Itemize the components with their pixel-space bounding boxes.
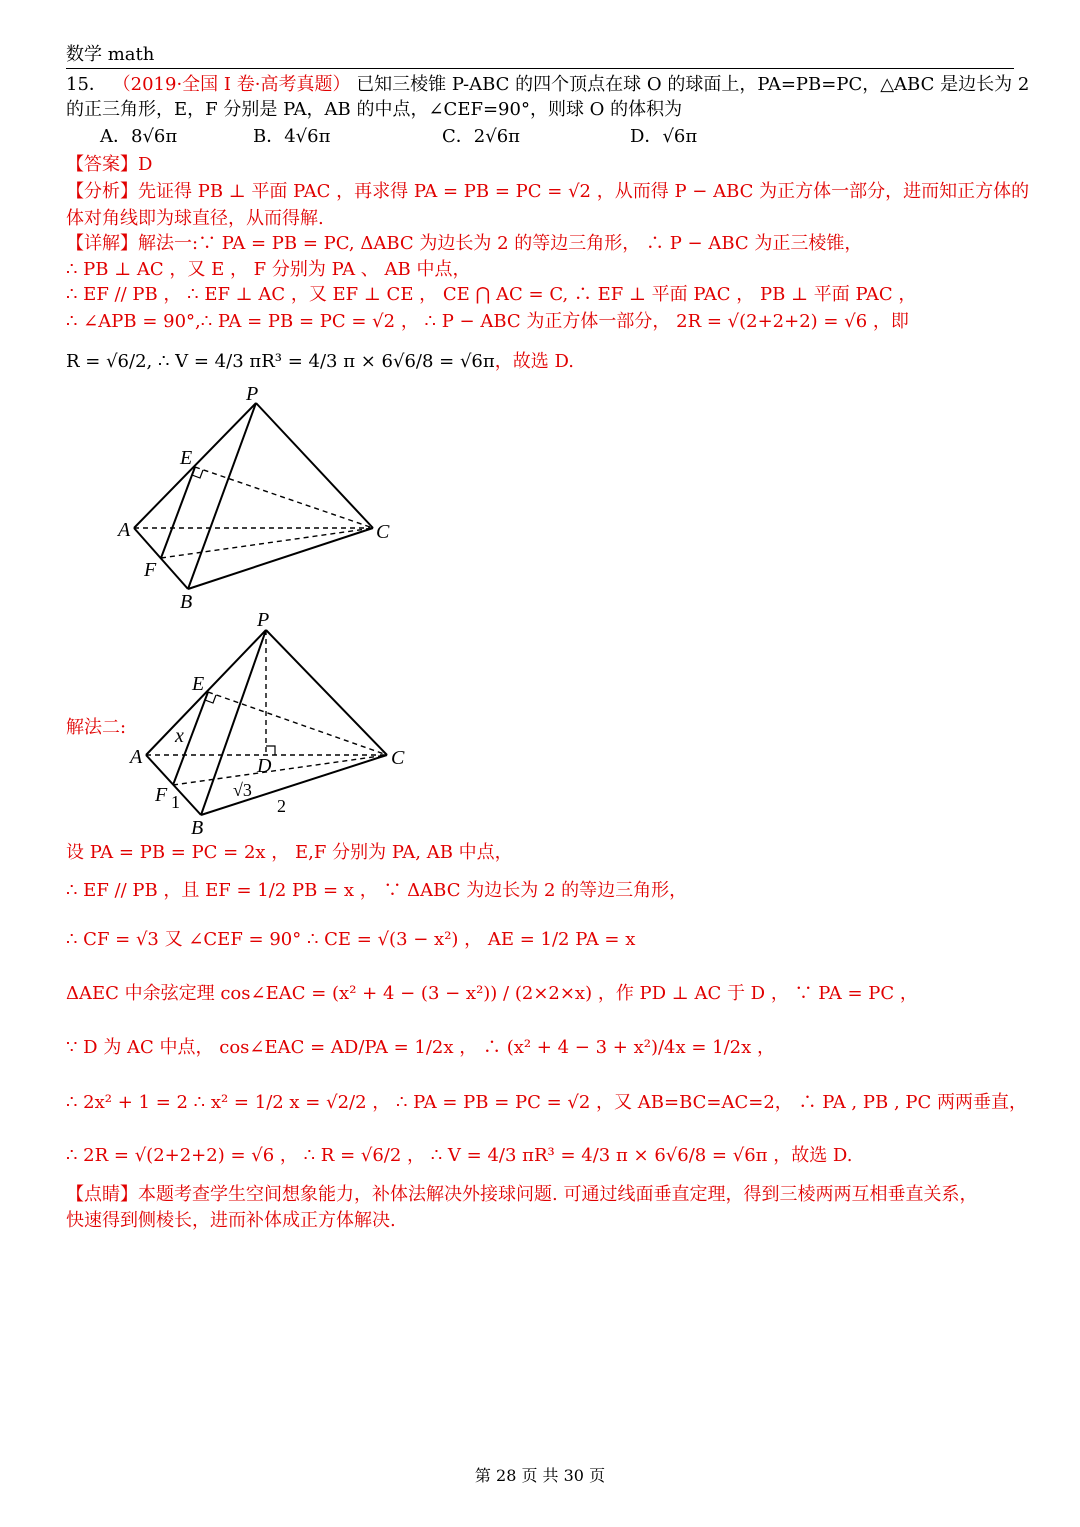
- comment-line-2: 快速得到侧棱长，进而补体成正方体解决.: [66, 1210, 396, 1231]
- method2-line-3: ∴ CF = √3 又 ∠CEF = 90° ∴ CE = √(3 − x²) ， AE = 1/2 PA = x: [66, 929, 636, 950]
- edge-pa: [134, 403, 256, 528]
- method2-line-5: ∵ D 为 AC 中点， cos∠EAC = AD/PA = 1/2x ， ∴ (x² + 4 − 3 + x²)/4x = 1/2x ，: [66, 1037, 775, 1058]
- tetrahedron-figure-2: [125, 606, 415, 838]
- method2-line-7: ∴ 2R = √(2+2+2) = √6 ， ∴ R = √6/2 ， ∴ V = 4/3 πR³ = 4/3 π × 6√6/8 = √6π ，故选 D.: [66, 1145, 853, 1166]
- label-e: E: [192, 673, 205, 695]
- segment-fc-hidden: [161, 528, 373, 558]
- method2-line-2: ∴ EF // PB ，且 EF = 1/2 PB = x ， ∵ ΔABC 为边长为 2 的等边三角形，: [66, 880, 688, 901]
- right-angle-mark-d: [266, 746, 275, 755]
- question-source: （2019·全国 I 卷·高考真题）: [112, 74, 351, 95]
- analysis-text-1: 先证得 PB ⊥ 平面 PAC ，再求得 PA = PB = PC = √2 ，从而得 P − ABC 为正方体一部分，进而知正方体的: [138, 181, 1030, 202]
- analysis-text-2: 体对角线即为球直径，从而得解.: [66, 208, 324, 229]
- label-two: 2: [277, 796, 286, 816]
- analysis-line-1: [66, 177, 1029, 203]
- comment-line-1: [66, 1180, 977, 1206]
- method1-line-5: [66, 347, 574, 373]
- method1-line-1: 解法一:∵ PA = PB = PC, ΔABC 为边长为 2 的等边三角形， ∴ P − ABC 为正三棱锥，: [138, 233, 863, 254]
- label-d: D: [257, 755, 272, 777]
- method2-line-1: 设 PA = PB = PC = 2x ， E,F 分别为 PA, AB 中点，: [66, 842, 513, 863]
- question-number: 15．: [66, 74, 107, 95]
- detail-line-1: [66, 229, 862, 255]
- method1-line-3: ∴ EF // PB ， ∴ EF ⊥ AC ，又 EF ⊥ CE ， CE ⋂ AC = C, ∴ EF ⊥ 平面 PAC ， PB ⊥ 平面 PAC ，: [66, 284, 917, 305]
- segment-fc-hidden: [173, 755, 387, 785]
- answer-line: [66, 150, 152, 176]
- method2-line-6: ∴ 2x² + 1 = 2 ∴ x² = 1/2 x = √2/2 ， ∴ PA = PB = PC = √2 ，又 AB=BC=AC=2， ∴ PA , PB , PC 两两垂直，: [66, 1092, 1027, 1113]
- label-e: E: [180, 447, 193, 469]
- label-b: B: [191, 817, 204, 838]
- answer-value: D: [138, 154, 153, 175]
- label-f: F: [144, 559, 157, 581]
- label-p: P: [257, 609, 270, 631]
- label-a: A: [118, 519, 131, 541]
- choice-b[interactable]: B．4√6π: [253, 126, 331, 147]
- label-x: x: [175, 725, 184, 747]
- method2-label: 解法二:: [66, 717, 127, 738]
- label-b: B: [180, 591, 193, 610]
- edge-ab: [134, 528, 188, 589]
- method1-line-4: ∴ ∠APB = 90°,∴ PA = PB = PC = √2 ， ∴ P − ABC 为正方体一部分， 2R = √(2+2+2) = √6 ，即: [66, 311, 909, 332]
- analysis-tag: 【分析】: [66, 181, 138, 202]
- choice-c[interactable]: C．2√6π: [442, 126, 520, 147]
- edge-bc: [201, 755, 387, 815]
- comment-text-1: 本题考查学生空间想象能力，补体法解决外接球问题. 可通过线面垂直定理，得到三棱两两互相垂直关系，: [138, 1184, 978, 1205]
- method1-line-2: ∴ PB ⊥ AC ，又 E ， F 分别为 PA 、 AB 中点，: [66, 259, 471, 280]
- choice-a[interactable]: A．8√6π: [100, 126, 178, 147]
- segment-ef: [161, 467, 195, 558]
- label-c: C: [376, 521, 390, 543]
- choice-d[interactable]: D．√6π: [630, 126, 698, 147]
- header-title: 数学 math: [66, 44, 155, 65]
- method2-line-4: ΔAEC 中余弦定理 cos∠EAC = (x² + 4 − (3 − x²)) / (2×2×x) ，作 PD ⊥ AC 于 D ， ∵ PA = PC ，: [66, 983, 918, 1004]
- analysis-line-2: [66, 204, 324, 230]
- label-p: P: [246, 383, 259, 405]
- label-a: A: [130, 746, 143, 768]
- question-text-1: 已知三棱锥 P-ABC 的四个顶点在球 O 的球面上，PA=PB=PC，△ABC 是边长为 2: [356, 74, 1030, 95]
- method1-end: ，故选 D.: [494, 351, 574, 372]
- page-footer: 第 28 页 共 30 页: [474, 1466, 606, 1485]
- tetrahedron-figure-1: [110, 382, 410, 610]
- edge-pa: [146, 630, 266, 755]
- question-line-1: [66, 70, 1029, 96]
- question-line-2: [66, 95, 682, 121]
- question-text-2: 的正三角形，E，F 分别是 PA，AB 的中点，∠CEF=90°，则球 O 的体积为: [66, 99, 683, 120]
- label-sqrt3: √3: [233, 780, 252, 800]
- method1-volume: ∴ V = 4/3 πR³ = 4/3 π × 6√6/8 = √6π: [157, 351, 495, 372]
- page-header: [66, 40, 1014, 69]
- detail-tag: 【详解】: [66, 233, 138, 254]
- edge-pb: [188, 403, 256, 589]
- answer-tag: 【答案】: [66, 154, 138, 175]
- label-c: C: [391, 747, 405, 769]
- edge-bc: [188, 528, 373, 589]
- label-one: 1: [171, 792, 180, 812]
- method1-radius: R = √6/2,: [66, 351, 153, 372]
- comment-tag: 【点睛】: [66, 1184, 138, 1205]
- label-f: F: [155, 784, 168, 806]
- edge-pc: [256, 403, 373, 528]
- segment-ec-hidden: [208, 692, 387, 755]
- edge-pc: [266, 630, 387, 755]
